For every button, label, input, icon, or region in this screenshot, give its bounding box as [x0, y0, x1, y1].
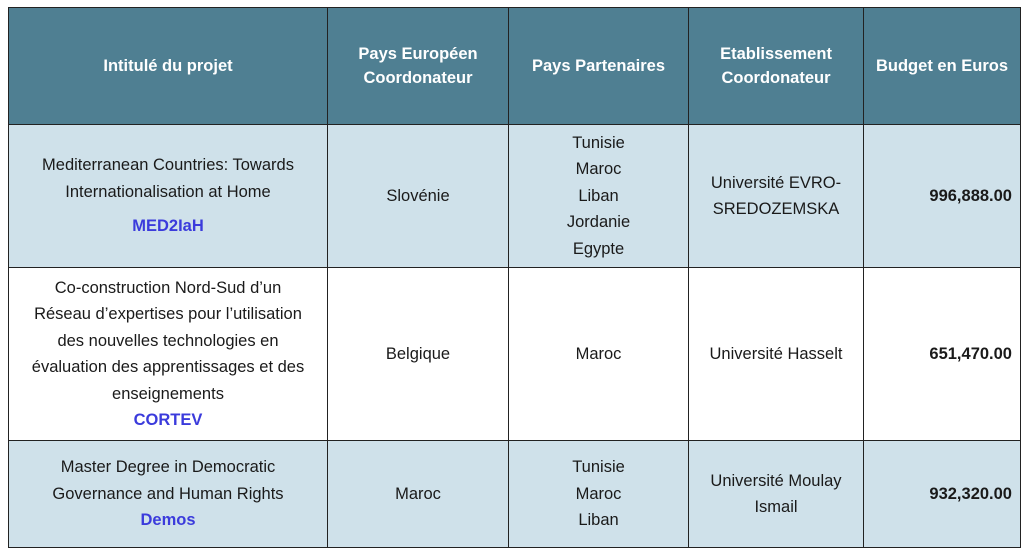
project-title-cell	[9, 268, 328, 441]
table-header	[9, 8, 1021, 125]
institution-line: SREDOZEMSKA	[712, 200, 840, 218]
partner-country: Tunisie	[572, 458, 625, 477]
table-row	[9, 125, 1021, 268]
budget-cell: 651,470.00	[864, 268, 1021, 441]
header-budget: Budget en Euros	[864, 8, 1021, 125]
partner-countries-cell	[509, 125, 689, 268]
project-title-line: Governance and Human Rights	[52, 484, 284, 503]
table-row	[9, 441, 1021, 548]
institution-line: Ismail	[754, 498, 798, 516]
eu-country-cell: Slovénie	[328, 125, 509, 268]
project-title-cell	[9, 125, 328, 268]
project-title-line: Co-construction Nord-Sud d’un	[54, 278, 282, 297]
partner-country: Maroc	[575, 344, 622, 363]
partner-country: Maroc	[575, 160, 622, 179]
project-acronym: CORTEV	[133, 411, 203, 429]
header-coordinating-institution: Etablissement Coordonateur	[689, 8, 864, 125]
project-acronym: Demos	[140, 511, 196, 530]
project-title-line: Master Degree in Democratic	[60, 458, 276, 477]
partner-country: Egypte	[572, 239, 625, 258]
project-title-line: évaluation des apprentissages et des	[31, 358, 305, 376]
partner-country: Jordanie	[566, 213, 631, 232]
partner-country: Liban	[578, 186, 619, 205]
project-title-line: enseignements	[112, 384, 224, 403]
partner-country: Liban	[578, 511, 619, 530]
partner-country: Tunisie	[572, 133, 625, 152]
institution-line: Université EVRO-	[710, 173, 842, 192]
institution-cell	[689, 441, 864, 548]
project-acronym: MED2IaH	[132, 217, 204, 236]
project-title-line: Mediterranean Countries: Towards	[42, 156, 294, 175]
institution-line: Université Moulay	[710, 471, 842, 490]
project-title-line: Réseau d’expertises pour l’utilisation	[34, 305, 302, 323]
partner-countries-cell	[509, 268, 689, 441]
institution-cell	[689, 125, 864, 268]
institution-cell	[689, 268, 864, 441]
header-project-title: Intitulé du projet	[9, 8, 328, 125]
projects-table	[8, 7, 1021, 548]
budget-cell: 996,888.00	[864, 125, 1021, 268]
table-body	[9, 125, 1021, 548]
eu-country-cell: Belgique	[328, 268, 509, 441]
project-title-line: des nouvelles technologies en	[57, 331, 279, 350]
partner-countries-cell	[509, 441, 689, 548]
eu-country-cell: Maroc	[328, 441, 509, 548]
header-partner-countries: Pays Partenaires	[509, 8, 689, 125]
institution-line: Université Hasselt	[709, 344, 843, 363]
header-eu-coordinator-country: Pays Européen Coordonateur	[328, 8, 509, 125]
partner-country: Maroc	[575, 484, 622, 503]
project-title-line: Internationalisation at Home	[65, 182, 271, 201]
project-title-cell	[9, 441, 328, 548]
budget-cell: 932,320.00	[864, 441, 1021, 548]
header-row	[9, 8, 1021, 125]
table-row	[9, 268, 1021, 441]
